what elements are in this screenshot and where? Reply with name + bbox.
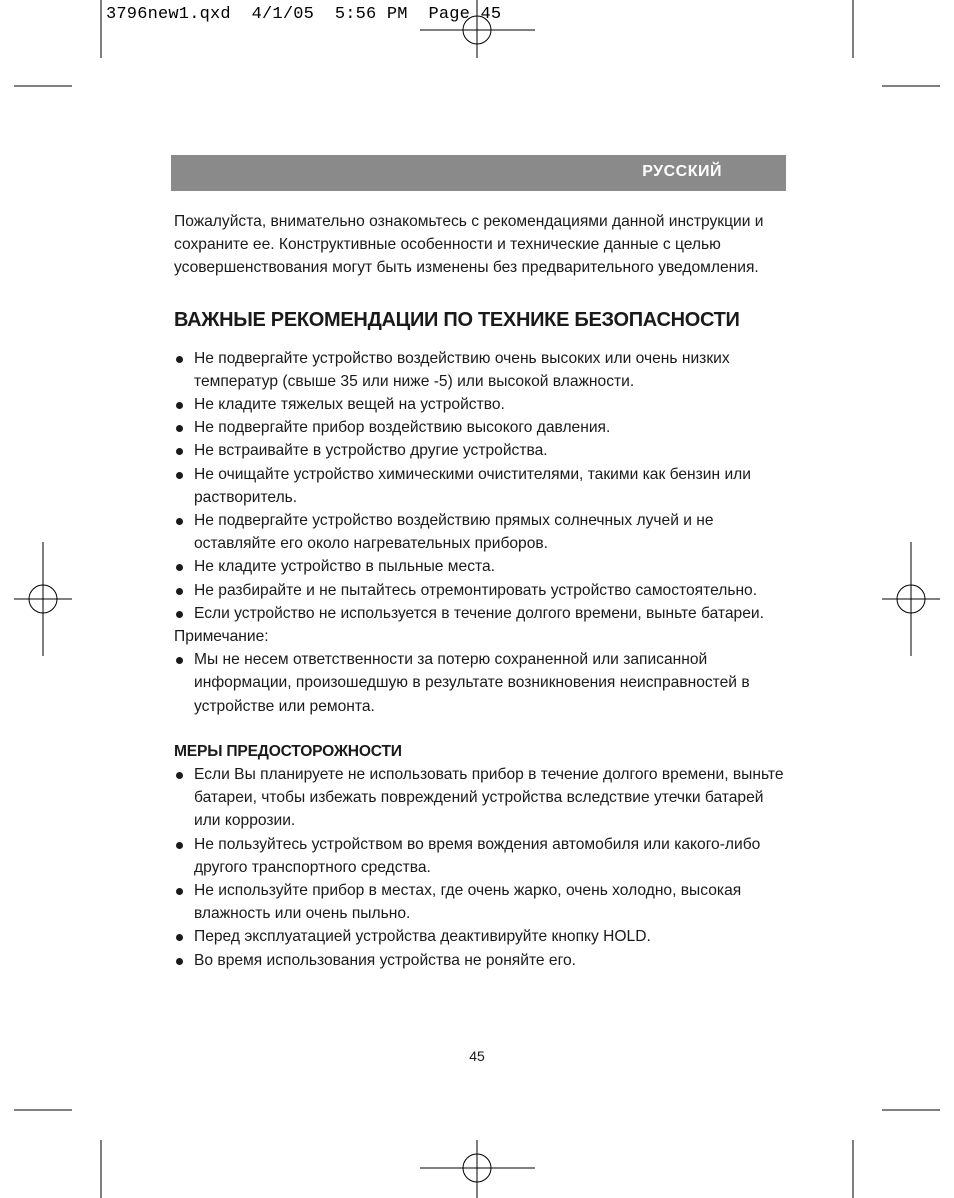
precautions-heading: МЕРЫ ПРЕДОСТОРОЖНОСТИ — [174, 742, 402, 760]
safety-list — [174, 347, 786, 625]
registration-mark-top — [420, 0, 535, 58]
list-item: Во время использования устройства не роняйте его. — [174, 949, 786, 972]
list-item: Не подвергайте прибор воздействию высокого давления. — [174, 416, 786, 439]
page-content — [174, 210, 786, 972]
registration-mark-left — [14, 542, 72, 656]
list-item: Мы не несем ответственности за потерю сохраненной или записанной информации, произошедшую в результате возникновения неисправностей в устройстве или ремонта. — [174, 648, 786, 718]
list-item: Не встраивайте в устройство другие устройства. — [174, 439, 786, 462]
list-item: Не используйте прибор в местах, где очень жарко, очень холодно, высокая влажность или очень пыльно. — [174, 879, 786, 925]
page-number: 45 — [469, 1048, 485, 1064]
list-item: Если устройство не используется в течение долгого времени, выньте батареи. — [174, 602, 786, 625]
list-item: Не разбирайте и не пытайтесь отремонтировать устройство самостоятельно. — [174, 579, 786, 602]
intro-paragraph: Пожалуйста, внимательно ознакомьтесь с рекомендациями данной инструкции и сохраните ее. Конструктивные особенности и технические данные с целью усовершенствования могут быть изменены без предварительного уведомления. — [174, 213, 764, 277]
language-label: РУССКИЙ — [642, 163, 722, 180]
printer-slug-line: 3796new1.qxd 4/1/05 5:56 PM Page 45 — [106, 5, 502, 24]
list-item: Перед эксплуатацией устройства деактивируйте кнопку HOLD. — [174, 925, 786, 948]
list-item: Не пользуйтесь устройством во время вождения автомобиля или какого-либо другого транспортного средства. — [174, 833, 786, 879]
list-item: Не кладите тяжелых вещей на устройство. — [174, 393, 786, 416]
language-header-bar — [171, 155, 786, 191]
list-item: Не подвергайте устройство воздействию прямых солнечных лучей и не оставляйте его около нагревательных приборов. — [174, 509, 786, 555]
list-item: Если Вы планируете не использовать прибор в течение долгого времени, выньте батареи, чтобы избежать повреждений устройства вследствие утечки батарей или коррозии. — [174, 763, 786, 833]
safety-heading: ВАЖНЫЕ РЕКОМЕНДАЦИИ ПО ТЕХНИКЕ БЕЗОПАСНОСТИ — [174, 308, 740, 331]
registration-mark-right — [882, 542, 940, 656]
list-item: Не кладите устройство в пыльные места. — [174, 555, 786, 578]
precautions-list — [174, 763, 786, 972]
list-item: Не очищайте устройство химическими очистителями, такими как бензин или растворитель. — [174, 463, 786, 509]
list-item: Не подвергайте устройство воздействию очень высоких или очень низких температур (свыше 35 или ниже -5) или высокой влажности. — [174, 347, 786, 393]
note-label: Примечание: — [174, 628, 269, 646]
note-list — [174, 648, 786, 718]
registration-mark-bottom — [420, 1140, 535, 1198]
